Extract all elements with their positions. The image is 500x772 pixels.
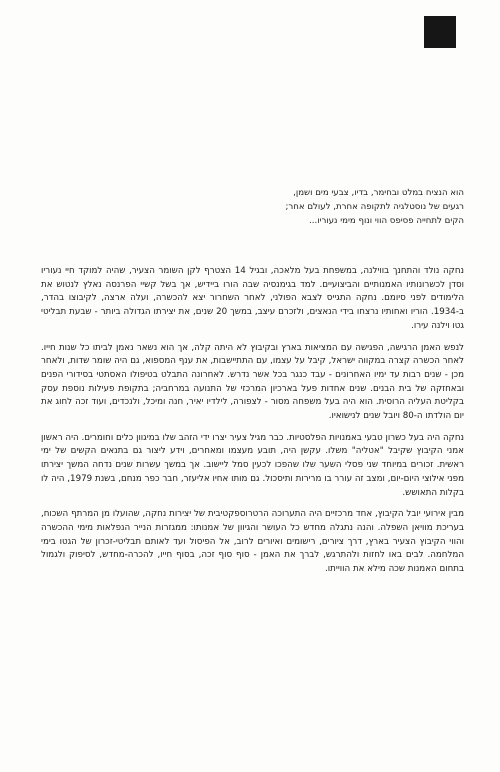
- paragraph: נחקה נולד והתחנך בווילנה, במשפחת בעל מלאכה, ובגיל 14 הצטרף לקן השומר הצעיר, שהיה למוקד חיי נעוריו וסדן לכשרונותיו האמנותיים והביצועיים. למד בגימנסיה שבה הורו ביידיש, אך בשל קשיי הפרנסה נאלץ לנטוש את הלימודים לפני סיומם. נחקה התגייס לצבא הפולני, לאחר השחרור יצא להכשרה, ועלה ארצה, לקיבוצו בהדר, ב-1934. הוריו ואחותיו נרצחו בידי הנאצים, ולזכרם עיצב, במשך 20 שנים, את יצירתו הגדולה ביותר - שבעת תבליטי גטו וילנה עירו.: [41, 266, 464, 331]
- paragraph: לנפש האמן הרגישה, הפגישה עם המציאות בארץ ובקיבוץ לא היתה קלה, אך הוא נשאר נאמן לביתו כל שנות חייו. לאחר הכשרה קצרה במקווה ישראל, קיבל על עצמו, עם התתיישבות, את ענף המספוא, גם היה שומר שדות, ולאחר מכן - שנים רבות עד ימיו האחרונים - עבד כנגר בכל אשר נדרש. לאחרונה התבלט בטיפולו האסתטי בסידורי הפנים ובאחזקה של בית הבנים. שנים אחדות פעל בארכיון המרכזי של התנועה במרחביה; בתקופת פעילות נוספת עסק בקליטת העליה הרוסית. הוא היה בעל משפחה מסור - לצפורה, לילדיו יאיר, חנה ומיכל, ולנכדים, ועוד זכה לחוג את יום הולדתו ה-80 ויובל שנים לנישואיו.: [41, 342, 464, 422]
- epigraph-line: רגעים של נוסטלגיה לתקופה אחרת, לעולם אחר;: [285, 202, 464, 212]
- paragraph: מבין אירועי יובל הקיבוץ, אחד מרכזיים היה התערוכה הרטרוספקטיבית של יצירות נחקה, שהועלו מן המרתף השכוח, בעריכת מוויאן השפלה. והנה נתגלה מחדש כל העושר והגיוון של אמנותו: ממגזרות הנייר הנפלאות מימי ההכשרה והווי הקיבוץ הצעיר בארץ, דרך ציורים, רישומים ואיורים לרוב, אל הפיסול ועד לאותם תבליטי-זכרון של הגטו בימי המלחמה. לבים באו לחזות ולהתרגש, לברך את האמן - סוף סוף זכה, בסוף חייו, להכרה-מחדש, לסיפוק ולגמול בתחום האמנות שכה מילא את הווייתו.: [41, 509, 464, 575]
- paragraph: נחקה היה בעל כשרון טבעי באמנויות הפלסטיות. כבר מגיל צעיר יצרו ידי הזהב שלו במיגוון כלים וחומרים. היה ראשון אמני הקיבוץ שקיבל "אטליה" משלו. עקשן היה, תובע מעצמו ומאחרים, וידע ליצור גם בתנאים הקשים של ימי ראשית. זכורים במיוחד שני פסלי השער שלו שהפכו לכעין סמל ליישוב. אך במשך עשרות שנים נדחה המשך יצירתו מפני אילוצי היום-יום, ומצב זה עורר בו מרירות ותיסכול. גם מותו אחיו אליעזר, חבר כפר מנחם, בשנת 1979, היה לו בקלות התאושש.: [41, 432, 464, 498]
- corner-square-mark: [424, 16, 456, 48]
- epigraph: [148, 186, 464, 228]
- epigraph-line: הקים לתחייה פסיפס הווי ונוף מימי נעוריו...: [309, 216, 464, 226]
- epigraph-line: הוא הנציח במלט ובחימר, בדיו, צבעי מים ושמן,: [293, 188, 464, 198]
- body-text: [41, 265, 464, 585]
